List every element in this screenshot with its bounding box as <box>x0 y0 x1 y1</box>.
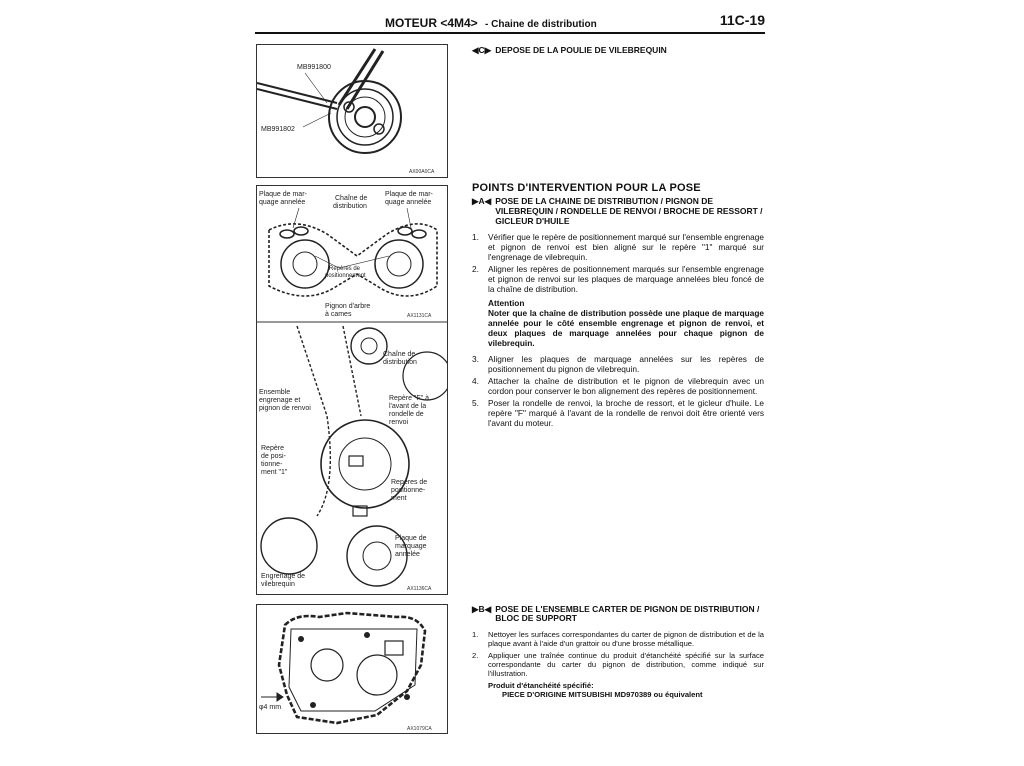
fig3-label-19: Engrenage de <box>261 573 305 580</box>
fig2-label-6: Repères de <box>329 266 361 272</box>
fig4-label-bead: φ4 mm <box>259 704 282 711</box>
fig3-label-13: Repères de <box>391 479 428 486</box>
fig1-code: AX00A0CA <box>409 169 435 175</box>
depose-marker: ◀C▶ <box>472 45 492 55</box>
depose-title: DEPOSE DE LA POULIE DE VILEBREQUIN <box>495 45 667 55</box>
fig3-label-11: tionne- <box>261 461 283 468</box>
fig1-label-mb991800: MB991800 <box>297 64 331 71</box>
attention-text: Noter que la chaîne de distribution possède une plaque de marquage annelée pour le côté ensemble engrenage et pignon de renvoi, et deux plaques de marquage annelées pour chaque pignon de vilebrequin. <box>488 308 764 348</box>
fig2-label-5: quage annelée <box>385 199 432 206</box>
step-text: Aligner les plaques de marquage annelées sur les repères de positionnement du pignon de vilebrequin. <box>488 354 764 374</box>
sealant-title: Produit d'étanchéité spécifié: <box>488 680 594 690</box>
fig2-code: AX1131CA <box>407 313 432 319</box>
fig2-label-1: quage annelée <box>259 199 306 206</box>
page-header <box>255 8 765 34</box>
section-a-heading <box>472 196 764 226</box>
fig3-label-14: positionne- <box>391 487 426 494</box>
fig3-label-4: pignon de renvoi <box>259 405 311 412</box>
fig4-code: AX1079CA <box>407 726 432 732</box>
fig2-label-3: distribution <box>333 203 367 210</box>
fig3-label-20: vilebrequin <box>261 581 295 588</box>
step-number: 4. <box>472 376 479 386</box>
step-text: Vérifier que le repère de positionnement marqué sur l'ensemble engrenage et pignon de renvoi est bien aligné sur le repère "1" marqué sur l'engrenage de vilebrequin. <box>488 232 764 262</box>
step-number: 2. <box>472 650 479 660</box>
points-title: POINTS D'INTERVENTION POUR LA POSE <box>472 182 701 194</box>
step-number: 5. <box>472 398 479 408</box>
fig3-label-8: renvoi <box>389 419 409 426</box>
section-depose-heading <box>472 45 762 55</box>
list-item <box>472 630 764 649</box>
fig1-label-mb991802: MB991802 <box>261 126 295 133</box>
list-item <box>472 232 764 262</box>
fig3-label-7: rondelle de <box>389 411 424 418</box>
header-title <box>385 16 597 30</box>
step-number: 1. <box>472 629 479 639</box>
fig3-label-6: l'avant de la <box>389 403 427 410</box>
section-a-title: POSE DE LA CHAINE DE DISTRIBUTION / PIGNON DE VILEBREQUIN / RONDELLE DE RENVOI / BROCHE DE RESSORT / GICLEUR D'HUILE <box>495 196 763 226</box>
header-subtitle: - Chaine de distribution <box>485 19 597 30</box>
fig3-label-16: Plaque de <box>395 535 427 542</box>
figure-crankshaft-pulley <box>256 44 448 178</box>
step-text: Attacher la chaîne de distribution et le pignon de vilebrequin avec un cordon pour conserver le bon alignement des repères de positionnement. <box>488 376 764 396</box>
section-b-marker: ▶B◀ <box>472 604 492 614</box>
fig3-label-1: distribution <box>383 359 417 366</box>
section-b-title: POSE DE L'ENSEMBLE CARTER DE PIGNON DE DISTRIBUTION / BLOC DE SUPPORT <box>495 604 760 624</box>
fig2-label-9: à cames <box>325 311 352 318</box>
fig3-label-5: Repère "F" à <box>389 395 429 402</box>
fig3-label-3: engrenage et <box>259 397 301 404</box>
fig2-label-4: Plaque de mar- <box>385 191 433 198</box>
section-b-heading <box>472 605 764 624</box>
section-a-steps-1 <box>472 232 764 294</box>
section-a-steps-2 <box>472 354 764 428</box>
sealant-block <box>472 681 764 700</box>
section-depose <box>472 45 762 55</box>
step-text: Appliquer une traînée continue du produit d'étanchéité spécifié sur la surface correspondante du carter du pignon de distribution, comme indiqué sur l'illustration. <box>488 650 764 679</box>
fig3-label-18: annelée <box>395 551 420 558</box>
fig2-label-0: Plaque de mar- <box>259 191 307 198</box>
step-number: 2. <box>472 264 479 274</box>
figure-timing-chain <box>256 185 448 595</box>
step-text: Nettoyer les surfaces correspondantes du carter de pignon de distribution et de la plaque avant à l'aide d'un grattoir ou d'une brosse métallique. <box>488 629 764 649</box>
fig3-label-9: Repère <box>261 445 284 452</box>
list-item <box>472 354 764 374</box>
fig2-label-8: Pignon d'arbre <box>325 303 371 310</box>
list-item <box>472 398 764 428</box>
fig2-label-2: Chaîne de <box>335 195 368 202</box>
fig3-label-12: ment "1" <box>261 469 288 476</box>
figure-timing-cover <box>256 604 448 734</box>
list-item <box>472 376 764 396</box>
attention-block <box>472 298 764 348</box>
fig2-label-7: positionnement <box>325 273 366 279</box>
list-item <box>472 651 764 679</box>
section-b-steps <box>472 630 764 679</box>
fig3-label-15: ment <box>391 495 407 502</box>
step-number: 1. <box>472 232 479 242</box>
fig3-label-2: Ensemble <box>259 389 291 396</box>
section-b <box>472 605 764 700</box>
header-title-text: MOTEUR <4M4> <box>385 16 478 30</box>
step-text: Aligner les repères de positionnement marqués sur l'ensemble engrenage et pignon de renvoi sur les plaques de marquage annelées bleu foncé de la chaîne de distribution. <box>488 264 764 294</box>
page-number: 11C-19 <box>719 12 765 28</box>
fig3-label-10: de posi- <box>261 453 286 460</box>
section-pose <box>472 183 764 430</box>
step-text: Poser la rondelle de renvoi, la broche de ressort, et le gicleur d'huile. Le repère "F" marqué à l'avant de la rondelle de renvoi doit être orienté vers l'avant du moteur. <box>488 398 764 428</box>
step-number: 3. <box>472 354 479 364</box>
attention-title: Attention <box>488 298 525 308</box>
fig3-label-17: marquage <box>395 543 427 550</box>
header-rule <box>255 32 765 34</box>
list-item <box>472 264 764 294</box>
section-a-marker: ▶A◀ <box>472 196 492 206</box>
sealant-text: PIECE D'ORIGINE MITSUBISHI MD970389 ou équivalent <box>502 690 703 700</box>
fig3-label-0: Chaîne de <box>383 351 416 358</box>
fig3-code: AX1136CA <box>407 586 432 592</box>
